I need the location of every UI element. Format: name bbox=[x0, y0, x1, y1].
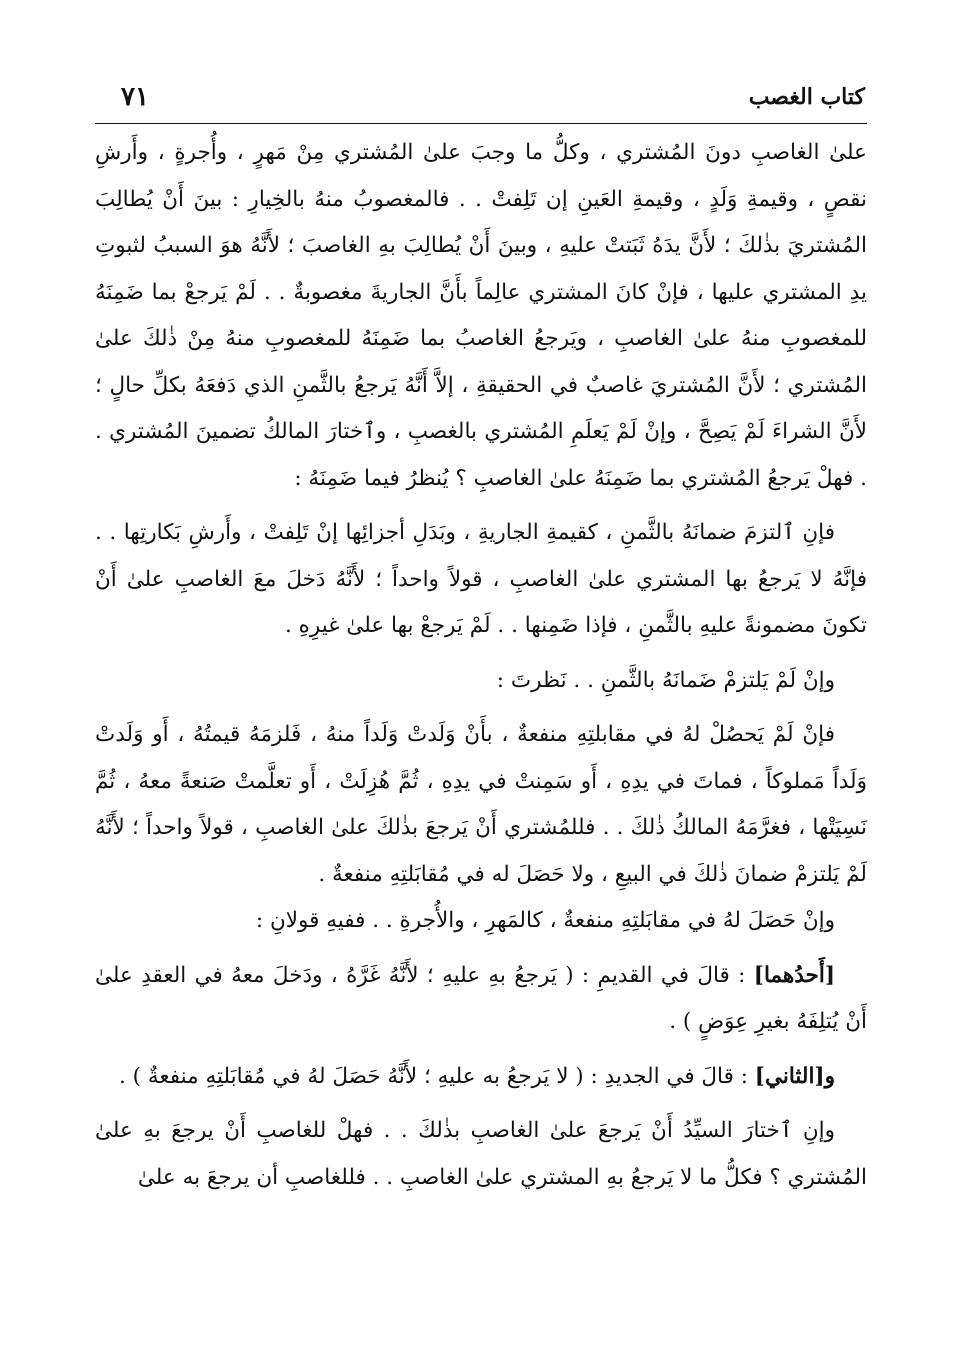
paragraph: وإنْ لَمْ يَلتزمْ ضَمانَهُ بالثَّمنِ . . نَظرتَ : bbox=[496, 667, 835, 693]
opinion-text: : قالَ في القديمِ : ( يَرجعُ بهِ عليهِ ؛ لأَنَّهُ غَرَّهُ ، ودَخلَ معهُ في العقدِ علىٰ أَنْ يُتلِفَهُ بغيرِ عِوَضٍ ) . bbox=[95, 962, 867, 1034]
paragraph bbox=[95, 953, 867, 1046]
paragraph: فإنْ لَمْ يَحصُلْ لهُ في مقابلتِهِ منفعةٌ ، بأَنْ وَلَدتْ وَلَداً منهُ ، فَلزمَهُ قيمتُهُ ، أَو وَلَدتْ وَلَداً مَملوكاً ، فماتَ في يدِهِ ، أَو سَمِنتْ في يدِهِ ، ثُمَّ هُزِلَتْ ، أَو تعلَّمتْ صَنعةً معهُ ، ثُمَّ نَسِيَتْها ، فغرَّمَهُ المالكُ ذٰلكَ . . فللمُشتري أَنْ يَرجعَ بذٰلكَ علىٰ الغاصبِ ، قولاً واحداً ؛ لأَنَّهُ لَمْ يَلتزمْ ضمانَ ذٰلكَ في البيعِ ، ولا حَصَلَ له في مُقابَلتِهِ منفعةٌ . bbox=[95, 722, 867, 887]
page-header bbox=[95, 82, 865, 118]
paragraph: فإنِ ٱلتزمَ ضمانَهُ بالثَّمنِ ، كقيمةِ الجاريةِ ، وبَدَلِ أجزائِها إنْ تَلِفتْ ، وأَرشِ بَكارتِها . . فإنَّهُ لا يَرجعُ بها المشتري علىٰ الغاصبِ ، قولاً واحداً ؛ لأَنَّهُ دَخلَ معَ الغاصبِ علىٰ أَنْ تكونَ مضمونةً عليهِ بالثَّمنِ ، فإذا ضَمِنها . . لَمْ يَرجعْ بها علىٰ غيرِهِ . bbox=[95, 520, 867, 638]
opinion-label: [أَحدُهما] bbox=[753, 962, 835, 988]
paragraph bbox=[95, 1054, 867, 1101]
paragraph: وإنِ ٱختارَ السيِّدُ أَنْ يَرجعَ علىٰ الغاصبِ بذٰلكَ . . فهلْ للغاصبِ أَنْ يرجعَ بهِ علىٰ المُشتري ؟ فكلُّ ما لا يَرجعُ بهِ المشتري علىٰ الغاصبِ . . فللغاصبِ أن يرجعَ به علىٰ bbox=[95, 1118, 867, 1190]
opinion-label: و[الثاني] bbox=[754, 1063, 835, 1089]
paragraph: وإنْ حَصَلَ لهُ في مقابَلتِهِ منفعةٌ ، كالمَهرِ ، والأُجرةِ . . ففيهِ قولانِ : bbox=[255, 908, 835, 933]
header-rule bbox=[95, 123, 867, 124]
body-text bbox=[95, 130, 867, 1201]
paragraph: علىٰ الغاصبِ دونَ المُشتري ، وكلُّ ما وجبَ علىٰ المُشتري مِنْ مَهرٍ ، وأُجرةٍ ، وأَرشِ نقصٍ ، وقيمةِ وَلَدٍ ، وقيمةِ العَينِ إن تَلِفتْ . . فالمغصوبُ منهُ بالخِيارِ : بينَ أَنْ يُطالِبَ المُشتريَ بذٰلكَ ؛ لأَنَّ يدَهُ ثَبَتتْ عليهِ ، وبينَ أَنْ يُطالِبَ بهِ الغاصبَ ؛ لأَنَّهُ هوَ السببُ لثبوتِ يدِ المشتري عليها ، فإنْ كانَ المشتري عالِماً بأَنَّ الجاريةَ مغصوبةٌ . . لَمْ يَرجعْ بما ضَمِنَهُ للمغصوبِ منهُ علىٰ الغاصبِ ، ويَرجعُ الغاصبُ بما ضَمِنَهُ للمغصوبِ منهُ مِنْ ذٰلكَ علىٰ المُشتري ؛ لأَنَّ المُشتريَ غاصبٌ في الحقيقةِ ، إلاَّ أَنَّهُ يَرجعُ بالثَّمنِ الذي دَفعَهُ بكلِّ حالٍ ؛ لأَنَّ الشراءَ لَمْ يَصِحَّ ، وإنْ لَمْ يَعلَمِ المُشتري بالغصبِ ، وٱختارَ المالكُ تضمينَ المُشتري . . فهلْ يَرجعُ المُشتري بما ضَمِنَهُ علىٰ الغاصبِ ؟ يُنظرُ فيما ضَمِنَهُ : bbox=[95, 140, 867, 491]
page-number: ٧١ bbox=[121, 82, 149, 112]
opinion-text: : قالَ في الجديدِ : ( لا يَرجعُ به عليهِ ؛ لأَنَّهُ حَصَلَ لهُ في مُقابَلتِهِ منفعةٌ ) . bbox=[118, 1063, 755, 1089]
chapter-title: كتاب الغصب bbox=[748, 84, 865, 110]
